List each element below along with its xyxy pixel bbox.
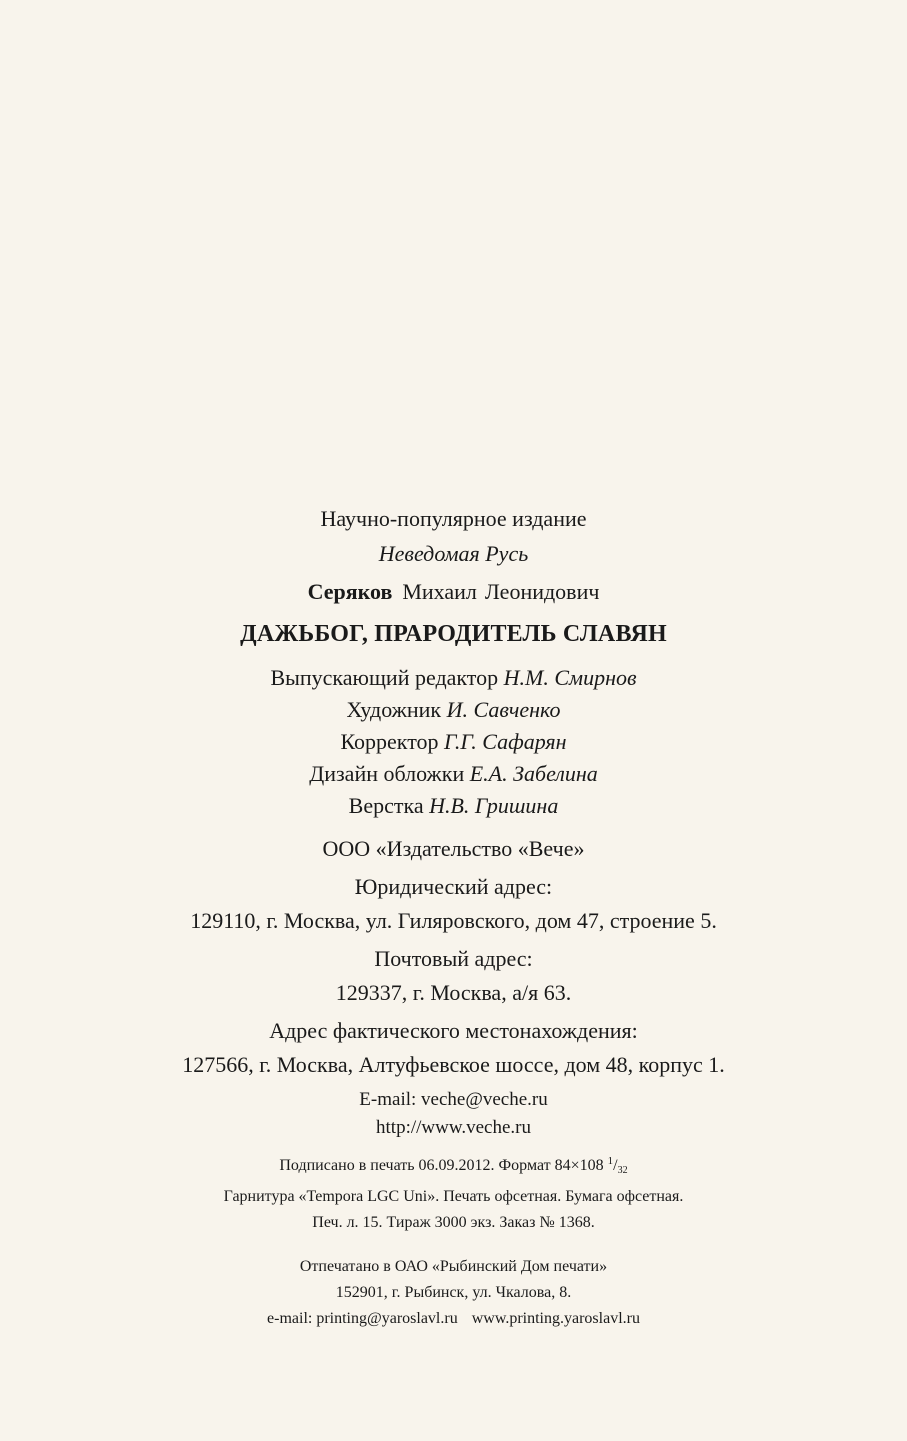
legal-address-label: Юридический адрес: xyxy=(354,874,553,899)
publisher-website: http://www.veche.ru xyxy=(376,1117,531,1138)
postal-address-label: Почтовый адрес: xyxy=(374,946,533,971)
typeface-line: Гарнитура «Tempora LGC Uni». Печать офсетная. Бумага офсетная. xyxy=(223,1188,684,1205)
publisher-email: E-mail: veche@veche.ru xyxy=(359,1089,548,1110)
credit-name: И. Савченко xyxy=(446,697,561,722)
printer-address: 152901, г. Рыбинск, ул. Чкалова, 8. xyxy=(335,1284,572,1301)
print-run-line: Печ. л. 15. Тираж 3000 экз. Заказ № 1368. xyxy=(312,1214,595,1231)
credit-name: Е.А. Забелина xyxy=(469,761,598,786)
colophon-block xyxy=(0,502,907,1332)
credit-line xyxy=(0,758,907,790)
credit-role: Выпускающий редактор xyxy=(270,665,499,690)
postal-address: 129337, г. Москва, а/я 63. xyxy=(335,980,572,1005)
printer-email: e-mail: printing@yaroslavl.ru xyxy=(267,1310,458,1327)
printer-info xyxy=(0,1254,907,1332)
printed-at: Отпечатано в ОАО «Рыбинский Дом печати» xyxy=(299,1258,608,1275)
credit-name: Н.В. Гришина xyxy=(429,793,559,818)
series-name: Неведомая Русь xyxy=(378,541,529,566)
edition-type: Научно-популярное издание xyxy=(320,506,587,531)
actual-address: 127566, г. Москва, Алтуфьевское шоссе, дом 48, корпус 1. xyxy=(182,1052,725,1077)
credits-list xyxy=(0,662,907,822)
publisher-name: ООО «Издательство «Вече» xyxy=(322,836,585,861)
signed-to-print-line xyxy=(0,1148,907,1184)
signed-to-print-text: Подписано в печать 06.09.2012. Формат 84×108 xyxy=(279,1157,604,1174)
credit-role: Верстка xyxy=(348,793,424,818)
legal-address: 129110, г. Москва, ул. Гиляровского, дом 47, строение 5. xyxy=(190,908,717,933)
printer-contacts xyxy=(0,1306,907,1332)
credit-role: Корректор xyxy=(340,729,439,754)
credit-name: Г.Г. Сафарян xyxy=(444,729,567,754)
format-fraction-denominator: 32 xyxy=(617,1165,628,1176)
credit-role: Дизайн обложки xyxy=(309,761,465,786)
format-fraction-numerator: 1 xyxy=(607,1155,614,1167)
credit-role: Художник xyxy=(346,697,442,722)
actual-address-label: Адрес фактического местонахождения: xyxy=(269,1018,638,1043)
credit-line xyxy=(0,790,907,822)
printer-website: www.printing.yaroslavl.ru xyxy=(471,1310,640,1327)
credit-line xyxy=(0,694,907,726)
author-surname: Серяков xyxy=(307,579,393,604)
book-title: ДАЖЬБОГ, ПРАРОДИТЕЛЬ СЛАВЯН xyxy=(240,621,667,647)
print-info xyxy=(0,1148,907,1236)
author-patronymic: Леонидович xyxy=(484,579,600,604)
credit-line xyxy=(0,726,907,758)
author-name xyxy=(0,572,907,612)
format-fraction-slash: / xyxy=(613,1157,618,1174)
author-given-name: Михаил xyxy=(402,579,477,604)
credit-name: Н.М. Смирнов xyxy=(503,665,637,690)
credit-line xyxy=(0,662,907,694)
